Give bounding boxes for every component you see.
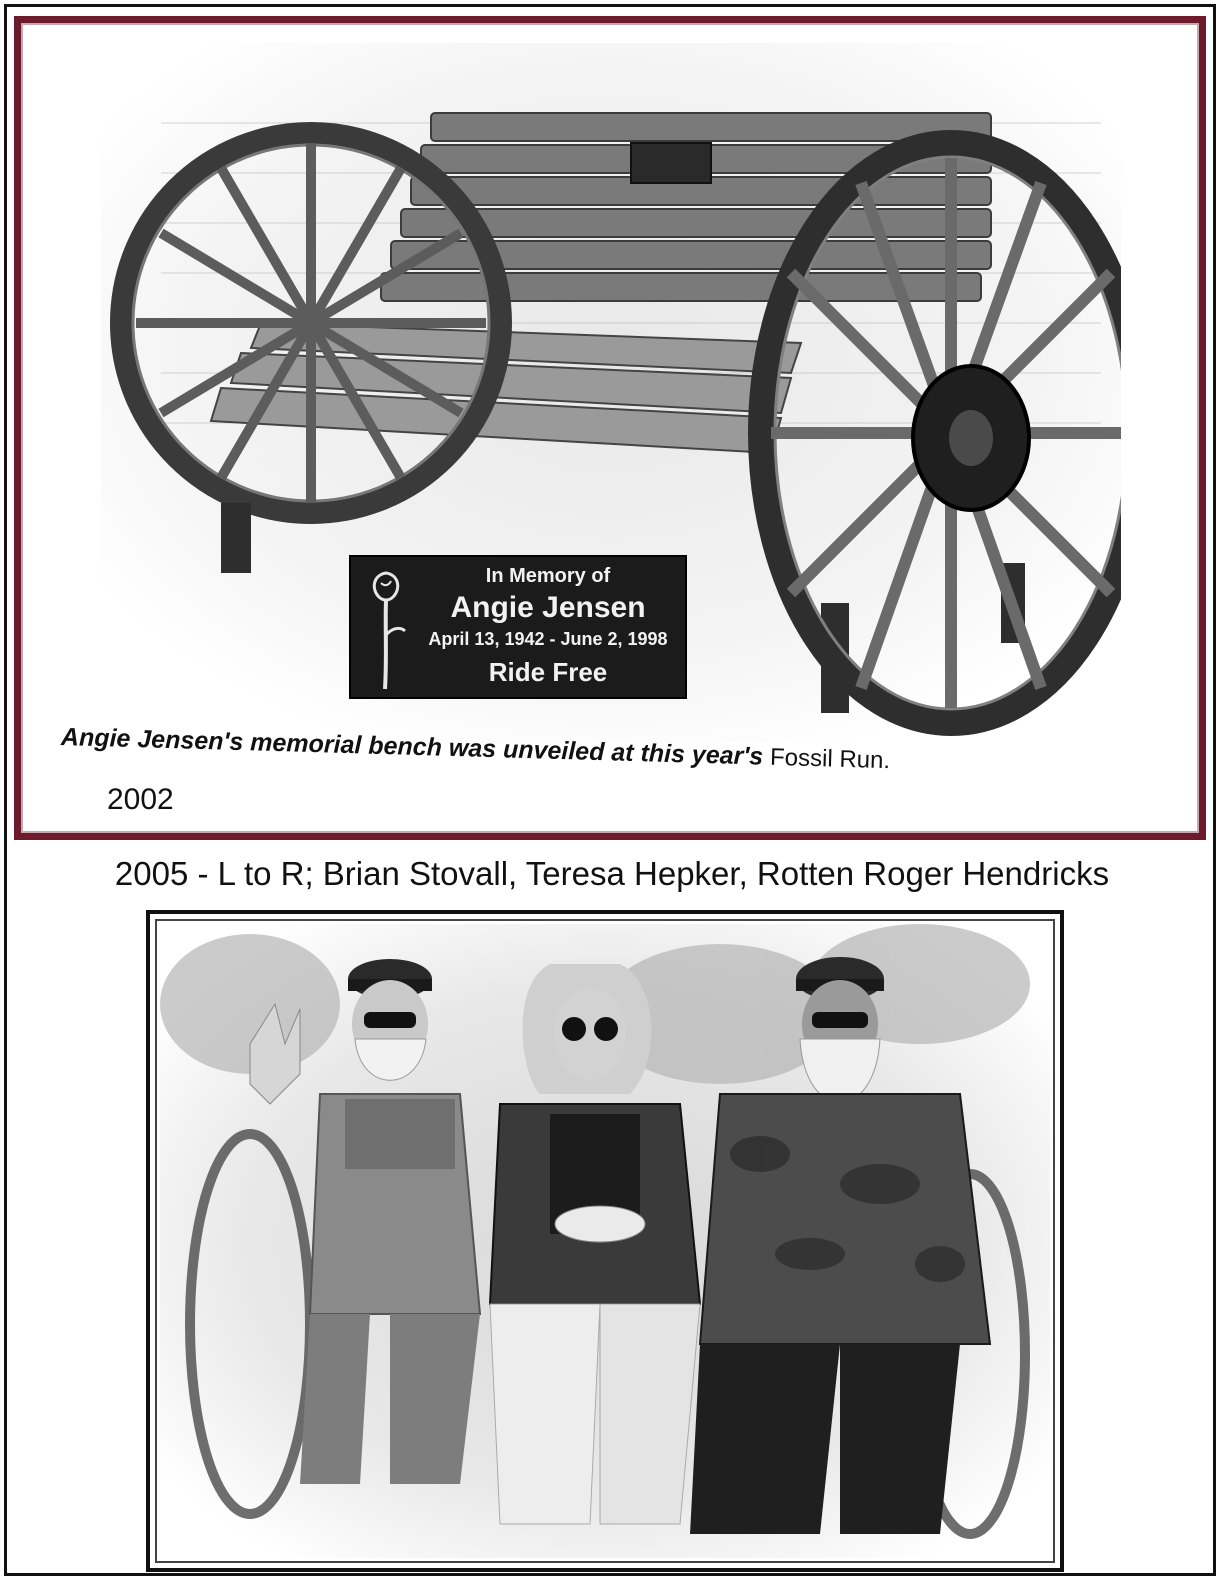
plaque-dates: April 13, 1942 - June 2, 1998 xyxy=(428,629,668,649)
year-label: 2002 xyxy=(107,783,174,816)
people-photo-panel xyxy=(146,910,1064,1572)
plaque-motto: Ride Free xyxy=(488,657,608,687)
rose-icon xyxy=(361,565,411,693)
memorial-plaque xyxy=(349,555,687,699)
people-caption: 2005 - L to R; Brian Stovall, Teresa Hepker, Rotten Roger Hendricks xyxy=(114,855,1110,892)
bench-caption-main: Angie Jensen's memorial bench was unveiled at this year's xyxy=(60,723,764,771)
plaque-name: Angie Jensen xyxy=(450,591,646,624)
bench-caption-tail: Fossil Run. xyxy=(769,743,891,775)
memorial-bench-panel xyxy=(14,16,1206,840)
plaque-line-1: In Memory of xyxy=(485,565,611,587)
people-on-bench-photo xyxy=(160,924,1050,1558)
